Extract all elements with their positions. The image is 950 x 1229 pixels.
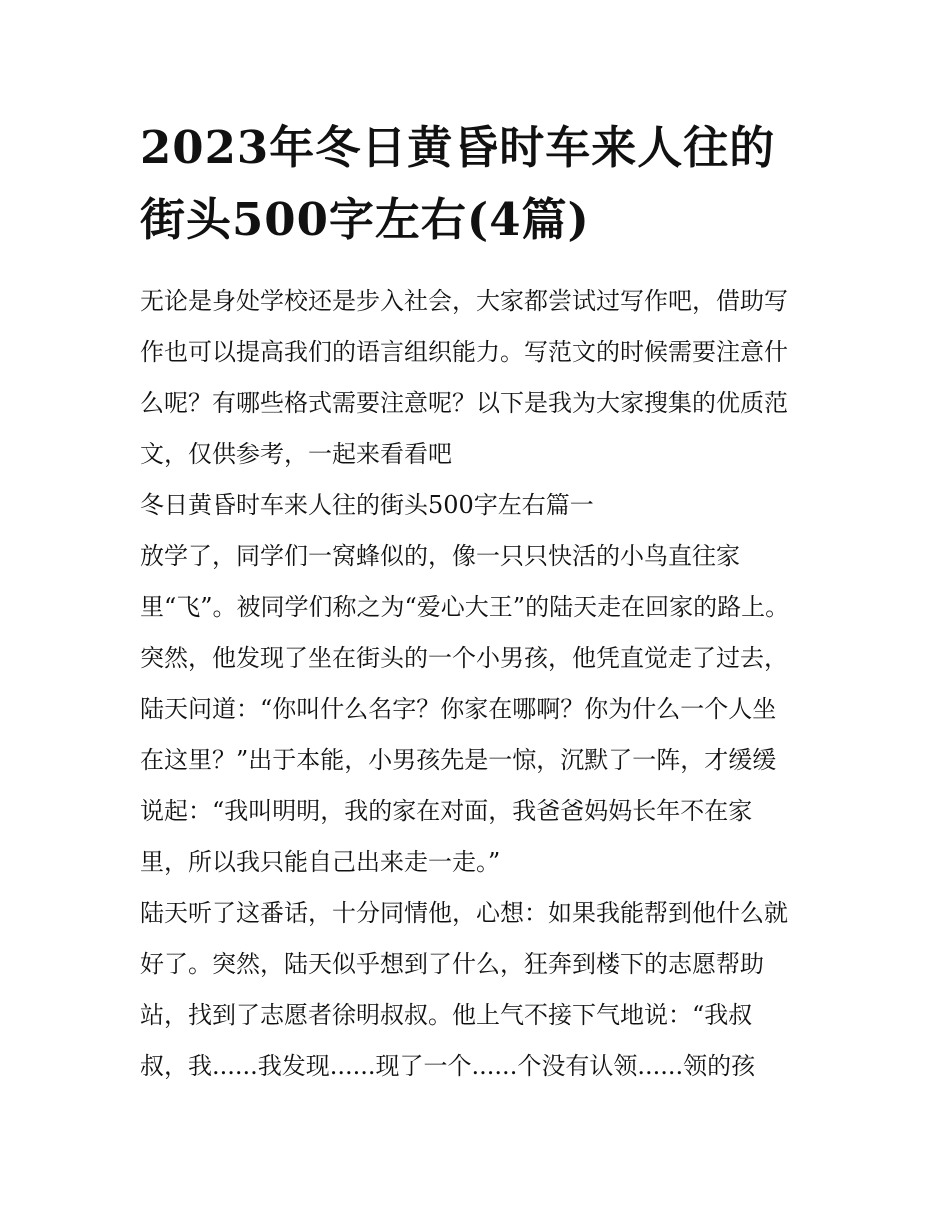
paragraph-line: 里，所以我只能自己出来走一走。” (140, 848, 501, 876)
intro-line-1: 无论是身处学校还是步入社会，大家都尝试过写作吧，借助写 (140, 287, 788, 315)
paragraph-line: 里“飞”。被同学们称之为“爱心大王”的陆天走在回家的路上。 (140, 593, 790, 621)
paragraph-line: 说起：“我叫明明，我的家在对面，我爸爸妈妈长年不在家 (140, 797, 753, 825)
intro-line-3: 么呢？有哪些格式需要注意呢？以下是我为大家搜集的优质范 (140, 389, 788, 417)
paragraph-line: 在这里？”出于本能，小男孩先是一惊，沉默了一阵，才缓缓 (140, 746, 777, 774)
title-line-1: 2023年冬日黄昏时车来人往的 (140, 121, 776, 174)
paragraph-line: 突然，他发现了坐在街头的一个小男孩，他凭直觉走了过去， (140, 644, 788, 672)
title-line-2: 街头500字左右(4篇) (140, 193, 590, 246)
intro-line-2: 作也可以提高我们的语言组织能力。写范文的时候需要注意什 (140, 338, 788, 366)
document-title (140, 112, 820, 256)
paragraph-line: 陆天问道：“你叫什么名字？你家在哪啊？你为什么一个人坐 (140, 695, 777, 723)
intro-line-4: 文，仅供参考，一起来看看吧 (140, 440, 452, 468)
paragraph-line: 站，找到了志愿者徐明叔叔。他上气不接下气地说：“我叔 (140, 1001, 753, 1029)
paragraph-line: 叔，我......我发现......现了一个......个没有认领......领的孩 (140, 1052, 756, 1080)
document-body (140, 276, 820, 1092)
paragraph-line: 好了。突然，陆天似乎想到了什么，狂奔到楼下的志愿帮助 (140, 950, 764, 978)
paragraph-line: 放学了，同学们一窝蜂似的，像一只只快活的小鸟直往家 (140, 542, 740, 570)
paragraph-line: 陆天听了这番话，十分同情他，心想：如果我能帮到他什么就 (140, 899, 788, 927)
section-heading: 冬日黄昏时车来人往的街头500字左右篇一 (140, 491, 594, 519)
